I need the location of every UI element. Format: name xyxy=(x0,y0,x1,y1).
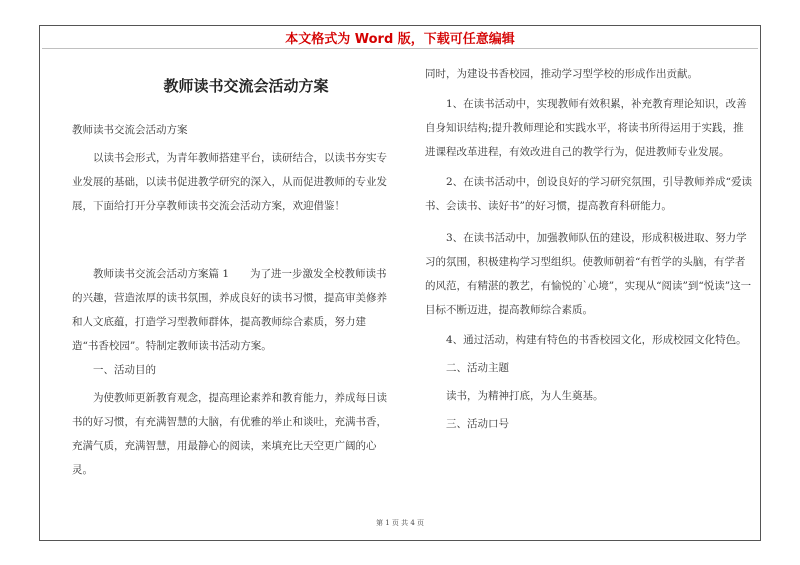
purpose-paragraph: 为使教师更新教育观念，提高理论素养和教育能力，养成每日读书的好习惯，有充满智慧的大脑，有优雅的举止和谈吐，充满书香，充满气质，充满智慧，用最静心的阅读，来填充比天空更广阔的心灵。 xyxy=(72,392,387,476)
document-title: 教师读书交流会活动方案 xyxy=(163,77,329,95)
continuation-paragraph: 同时，为建设书香校园，推动学习型学校的形成作出贡献。 xyxy=(425,68,698,80)
goal-3-paragraph: 3、在读书活动中，加强教师队伍的建设，形成积极进取、努力学习的氛围，积极建构学习型组织。使教师朝着“有哲学的头脑，有学者的风范，有精湛的教艺，有愉悦的`心境”，实现从“阅读”到“悦读”这一目标不断迈进，提高教师综合素质。 xyxy=(425,232,752,316)
header-rule xyxy=(42,48,758,49)
heading-slogan: 三、活动口号 xyxy=(446,418,509,430)
heading-theme: 二、活动主题 xyxy=(446,362,509,374)
goal-4-paragraph: 4、通过活动，构建有特色的书香校园文化，形成校园文化特色。 xyxy=(446,334,747,346)
intro-paragraph: 以读书会形式，为青年教师搭建平台，读研结合，以读书夯实专业发展的基础，以读书促进教学研究的深入，从而促进教师的专业发展，下面给打开分享教师读书交流会活动方案，欢迎借鉴！ xyxy=(72,152,387,212)
section-paragraph: 教师读书交流会活动方案篇 1 为了进一步激发全校教师读书的兴趣，营造浓厚的读书氛围，养成良好的读书习惯，提高审美修养和人文底蕴，打造学习型教师群体，提高教师综合素质，努力建造“书香校园”。特制定教师读书活动方案。 xyxy=(72,268,387,352)
document-subtitle: 教师读书交流会活动方案 xyxy=(72,124,188,136)
goal-1-paragraph: 1、在读书活动中，实现教师有效积累，补充教育理论知识，改善自身知识结构;提升教师理论和实践水平，将读书所得运用于实践，推进课程改革进程，有效改进自己的教学行为，促进教师专业发展。 xyxy=(425,98,747,158)
page-number: 第 1 页 共 4 页 xyxy=(375,519,425,527)
theme-paragraph: 读书，为精神打底，为人生奠基。 xyxy=(446,390,604,402)
goal-2-paragraph: 2、在读书活动中，创设良好的学习研究氛围，引导教师养成“爱读书、会读书、读好书”的好习惯，提高教育科研能力。 xyxy=(425,176,753,212)
heading-purpose: 一、活动目的 xyxy=(93,364,156,376)
left-column xyxy=(72,70,390,482)
word-format-banner: 本文格式为 Word 版，下载可任意编辑 xyxy=(285,32,515,47)
right-column xyxy=(425,62,753,436)
